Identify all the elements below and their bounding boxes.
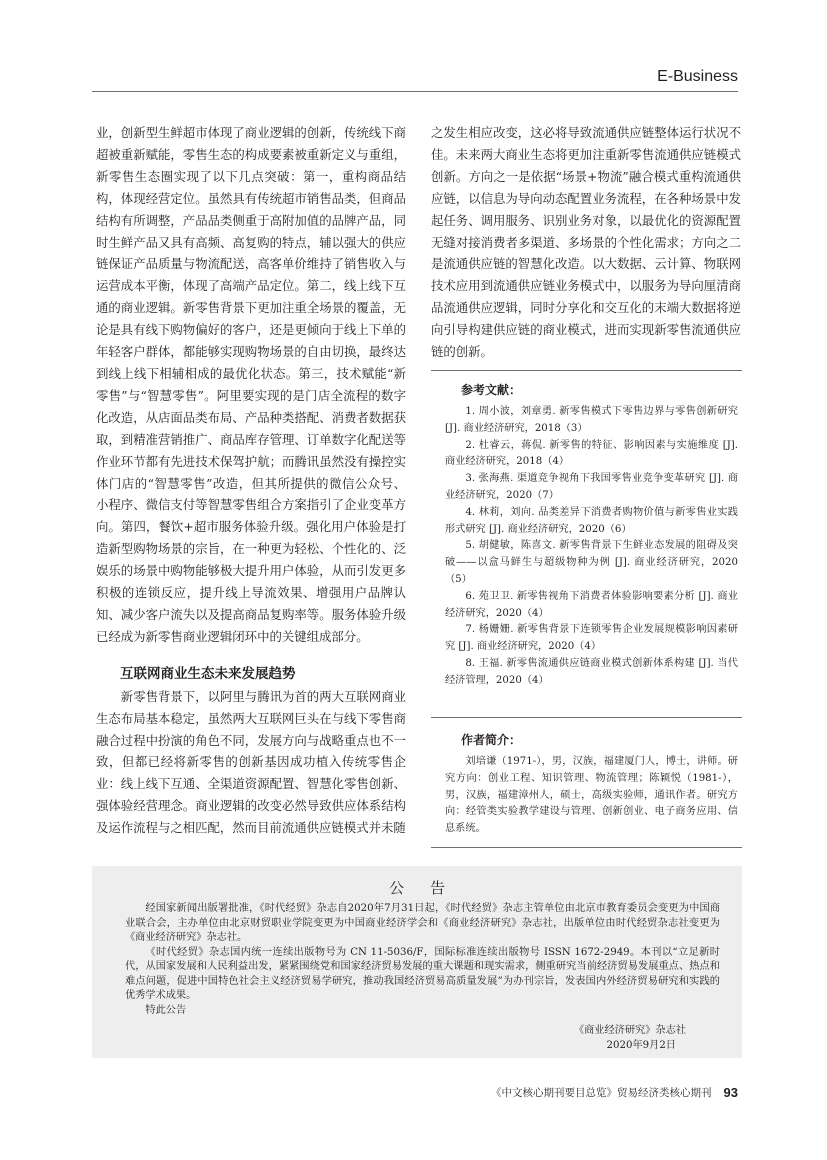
- notice-title: 公告: [388, 879, 471, 897]
- body-paragraph: 业，创新型生鲜超市体现了商业逻辑的创新，传统线下商超被重新赋能，零售生态的构成要素被重新定义与重组，新零售生态圈实现了以下几点突破：第一，重构商品结构，体现经营定位。虽然具有传统超市销售品类，但商品结构有所调整，产品品类侧重于高附加值的品牌产品，同时生鲜产品又具有高频、高复购的特点，辅以强大的供应链保证产品质量与物流配送，高客单价维持了销售收入与运营成本平衡，体现了高端产品定位。第二，线上线下互通的商业逻辑。新零售背景下更加注重全场景的覆盖，无论是具有线下购物偏好的客户，还是更倾向于线上下单的年轻客户群体，都能够实现购物场景的自由切换，最终达到线上线下相辅相成的最优化状态。第三，技术赋能“新零售”与“智慧零售”。阿里要实现的是门店全流程的数字化改造，从店面品类布局、产品种类搭配、消费者数据获取，到精准营销推广、商品库存管理、订单数字化配送等作业环节都有先进技术保驾护航；而腾讯虽然没有操控实体门店的“智慧零售”改造，但其所提供的微信公众号、小程序、微信支付等智慧零售组合方案指引了企业变革方向。第四，餐饮+超市服务体验升级。强化用户体验是打造新型购物场景的宗旨，在一种更为轻松、个性化的、泛娱乐的场景中购物能够极大提升用户体验，从而引发更多积极的连锁反应，提升线上导流效果、增强用户品牌认知、减少客户流失以及提高商品复购率等。服务体验升级已经成为新零售商业逻辑闭环中的关键组成部分。: [96, 125, 406, 644]
- journal-note: 《中文核心期刊要目总览》贸易经济类核心期刊: [491, 1087, 712, 1099]
- section-heading: 互联网商业生态未来发展趋势: [120, 665, 296, 682]
- notice-paragraph: 经国家新闻出版署批准，《时代经贸》杂志自2020年7月31日起，《时代经贸》杂志主管单位由北京市教育委员会变更为中国商业联合会，主办单位由北京财贸职业学院变更为中国商业经济学会和《商业经济研究》杂志社，出版单位由时代经贸杂志社变更为《商业经济研究》杂志社。: [125, 903, 720, 943]
- body-paragraph: 之发生相应改变，这必将导致流通供应链整体运行状况不佳。未来两大商业生态将更加注重新零售流通供应链模式创新。方向之一是依据“场景+物流”融合模式重构流通供应链，以信息为导向动态配置业务流程，在各种场景中发起任务、调用服务、识别业务对象，以最优化的资源配置无缝对接消费者多渠道、多场景的个性化需求；方向之二是流通供应链的智慧化改造。以大数据、云计算、物联网技术应用到流通供应链业务模式中，以服务为导向厘清商品流通供应逻辑，同时分享化和交互化的末端大数据将逆向引导构建供应链的商业模式，进而实现新零售流通供应链的创新。: [431, 125, 741, 360]
- header-rule: [92, 91, 738, 92]
- left-column: [96, 122, 406, 839]
- bio-top-rule: [431, 717, 742, 718]
- reference-item: 8. 王福. 新零售流通供应链商业模式创新体系构建 [J]. 当代经济管理，2020（4）: [445, 657, 738, 686]
- notice-date: 2020年9月2日: [606, 1039, 676, 1051]
- reference-item: 7. 杨姗姗. 新零售背景下连锁零售企业发展规模影响因素研究 [J]. 商业经济研究，2020（4）: [445, 624, 738, 653]
- notice-signature: 《商业经济研究》杂志社: [573, 1025, 686, 1036]
- body-paragraph: 新零售背景下，以阿里与腾讯为首的两大互联网商业生态布局基本稳定，虽然两大互联网巨头在与线下零售商融合过程中扮演的角色不同，发展方向与战略重点也不一致，但都已经将新零售的创新基因成功植入传统零售企业：线上线下互通、全渠道资源配置、智慧化零售创新、强体验经营理念。商业逻辑的改变必然导致供应体系结构及运作流程与之相匹配，然而目前流通供应链模式并未随: [96, 688, 406, 836]
- reference-item: 3. 张海燕. 渠道竞争视角下我国零售业竞争变革研究 [J]. 商业经济研究，2020（7）: [445, 473, 738, 501]
- page-number: 93: [723, 1085, 738, 1100]
- author-bio-text: 刘培谦（1971-），男，汉族，福建厦门人，博士，讲师。研究方向：创业工程、知识管理、物流管理；陈颖悦（1981-），男，汉族，福建漳州人，硕士，高级实验师，通讯作者。研究方向：经管类实验教学建设与管理、创新创业、电子商务应用、信息系统。: [445, 756, 738, 835]
- reference-item: 5. 胡健敏，陈喜文. 新零售背景下生鲜业态发展的阻碍及突破——以盒马鲜生与超级物种为例 [J]. 商业经济研究，2020（5）: [445, 540, 738, 585]
- references-section: [445, 380, 738, 690]
- reference-item: 6. 苑卫卫. 新零售视角下消费者体验影响要素分析 [J]. 商业经济研究，2020（4）: [445, 590, 738, 619]
- reference-item: 2. 杜睿云，蒋侃. 新零售的特征、影响因素与实施维度 [J]. 商业经济研究，2018（4）: [445, 439, 738, 468]
- section-title: E-Business: [657, 68, 738, 85]
- notice-closing: 特此公告: [145, 1004, 187, 1016]
- notice-paragraph: 《时代经贸》杂志国内统一连续出版物号为 CN 11-5036/F，国际标准连续出版物号 ISSN 1672-2949。本刊以“立足新时代，从国家发展和人民利益出发，紧紧围绕党和国家经济贸易发展的重大课题和现实需求，侧重研究当前经济贸易发展重点、热点和难点问题，促进中国特色社会主义经济贸易学研究，推动我国经济贸易高质量发展”为办刊宗旨，发表国内外经济贸易研究和实践的优秀学术成果。: [125, 946, 720, 1001]
- right-column: [431, 122, 741, 363]
- author-bio: [445, 730, 738, 838]
- reference-item: 1. 周小波，刘章勇. 新零售模式下零售边界与零售创新研究 [J]. 商业经济研究，2018（3）: [445, 406, 738, 434]
- page-footer: [491, 1085, 738, 1100]
- author-bio-title: 作者简介：: [461, 733, 522, 747]
- references-top-rule: [431, 370, 742, 371]
- reference-item: 4. 林莉，刘向. 品类差异下消费者购物价值与新零售业实践形式研究 [J]. 商业经济研究，2020（6）: [445, 506, 738, 535]
- references-title: 参考文献：: [461, 383, 522, 397]
- notice-box: [92, 866, 742, 1058]
- notice-body: [92, 900, 742, 1053]
- bio-bottom-rule: [431, 847, 742, 848]
